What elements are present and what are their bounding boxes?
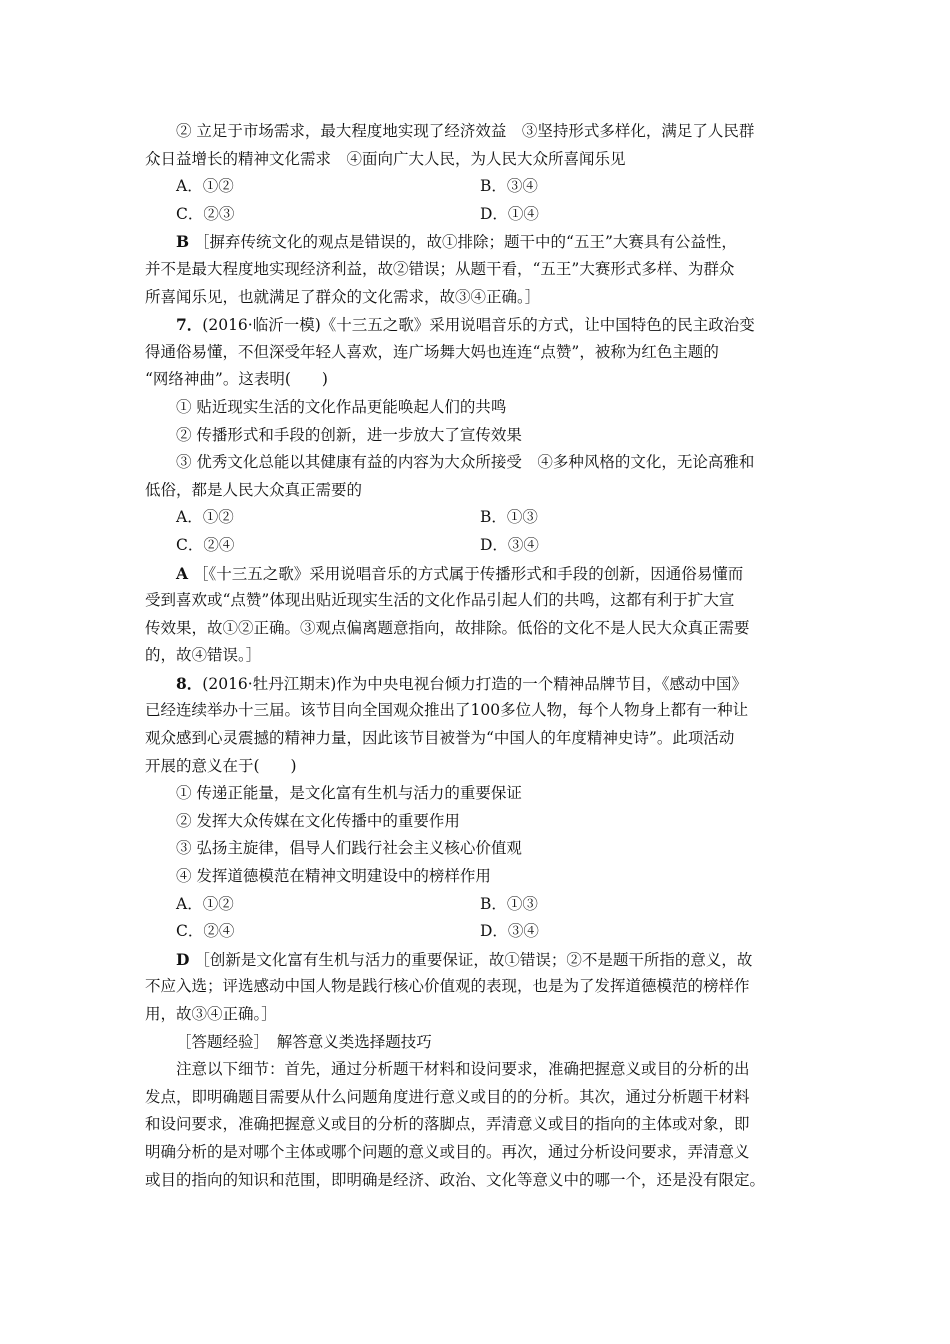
text-line — [145, 863, 810, 891]
line-text: 注意以下细节：首先，通过分析题干材料和设问要求，准确把握意义或目的分析的出 — [176, 1060, 750, 1079]
answer-option: B．①③ — [480, 894, 538, 913]
answer-option: D．③④ — [480, 535, 539, 554]
line-text: 众日益增长的精神文化需求 ④面向广大人民，为人民大众所喜闻乐见 — [145, 149, 626, 168]
text-line — [145, 1139, 810, 1167]
answer-option: A．①② — [176, 508, 234, 527]
question-or-answer-start — [145, 560, 810, 588]
line-text: (2016·牡丹江期末)作为中央电视台倾力打造的一个精神品牌节目，《感动中国》 — [202, 674, 748, 693]
text-line — [145, 256, 810, 284]
answer-option: A．①② — [176, 894, 234, 913]
line-text: 和设问要求，准确把握意义或目的分析的落脚点，弄清意义或目的指向的主体或对象，即 — [145, 1115, 750, 1134]
line-text: ［《十三五之歌》采用说唱音乐的方式属于传播形式和手段的创新，因通俗易懂而 — [192, 564, 744, 583]
answer-option: D．③④ — [480, 922, 539, 941]
text-line — [145, 1167, 810, 1195]
line-text: 传效果，故①②正确。③观点偏离题意指向，故排除。低俗的文化不是人民大众真正需要 — [145, 618, 750, 637]
label-marker: D — [176, 949, 190, 969]
line-text: 低俗，都是人民大众真正需要的 — [145, 480, 363, 499]
question-or-answer-start — [145, 946, 810, 974]
text-line — [145, 422, 810, 450]
answer-options-row — [145, 891, 810, 919]
text-line — [145, 753, 810, 781]
text-line — [145, 587, 810, 615]
answer-option: D．①④ — [480, 204, 539, 223]
line-text: ［创新是文化富有生机与活力的重要保证，故①错误；②不是题干所指的意义，故 — [194, 950, 753, 969]
line-text: ② 发挥大众传媒在文化传播中的重要作用 — [176, 811, 460, 830]
text-line — [145, 642, 810, 670]
text-line — [145, 808, 810, 836]
line-text: 并不是最大程度地实现经济利益，故②错误；从题干看，“五王”大赛形式多样、为群众 — [145, 259, 735, 278]
text-line — [145, 449, 810, 477]
text-line — [145, 697, 810, 725]
answer-option: C．②④ — [176, 535, 235, 554]
text-line — [145, 615, 810, 643]
line-text: 已经连续举办十三届。该节目向全国观众推出了100多位人物，每个人物身上都有一种让 — [145, 701, 749, 720]
line-text: 得通俗易懂，不但深受年轻人喜欢，连广场舞大妈也连连“点赞”，被称为红色主题的 — [145, 342, 719, 361]
text-line — [145, 339, 810, 367]
line-text: 不应入选；评选感动中国人物是践行核心价值观的表现，也是为了发挥道德模范的榜样作 — [145, 977, 750, 996]
text-line — [145, 835, 810, 863]
line-text: ③ 弘扬主旋律，倡导人们践行社会主义核心价值观 — [176, 839, 522, 858]
label-marker: 7． — [176, 315, 203, 335]
answer-options-row — [145, 504, 810, 532]
line-text: ① 贴近现实生活的文化作品更能唤起人们的共鸣 — [176, 397, 507, 416]
label-marker: B — [176, 232, 190, 252]
line-text: ［摒弃传统文化的观点是错误的，故①排除；题干中的“五王”大赛具有公益性， — [194, 233, 737, 252]
text-line — [145, 366, 810, 394]
line-text: 观众感到心灵震撼的精神力量，因此该节目被誉为“中国人的年度精神史诗”。此项活动 — [145, 729, 735, 748]
line-text: 受到喜欢或“点赞”体现出贴近现实生活的文化作品引起人们的共鸣，这都有利于扩大宣 — [145, 591, 735, 610]
text-line — [145, 1084, 810, 1112]
line-text: 用，故③④正确。］ — [145, 1005, 277, 1023]
text-line — [145, 146, 810, 174]
line-text: 的，故④错误。］ — [145, 646, 262, 665]
line-text: ② 传播形式和手段的创新，进一步放大了宣传效果 — [176, 425, 522, 444]
answer-option: B．①③ — [480, 508, 538, 527]
line-text: ② 立足于市场需求，最大程度地实现了经济效益 ③坚持形式多样化，满足了人民群 — [176, 122, 755, 140]
answer-option: A．①② — [176, 177, 234, 196]
text-line — [145, 1001, 810, 1029]
line-text: 所喜闻乐见，也就满足了群众的文化需求，故③④正确。］ — [145, 287, 541, 306]
line-text: “网络神曲”。这表明( ) — [145, 370, 328, 389]
text-line — [145, 284, 810, 312]
question-or-answer-start — [145, 311, 810, 339]
text-line — [145, 973, 810, 1001]
line-text: 明确分析的是对哪个主体或哪个问题的意义或目的。再次，通过分析设问要求，弄清意义 — [145, 1142, 750, 1161]
line-text: 或目的指向的知识和范围，即明确是经济、政治、文化等意义中的哪一个，还是没有限定。 — [145, 1170, 766, 1189]
text-line — [145, 1056, 810, 1084]
text-line — [145, 780, 810, 808]
text-line — [145, 1111, 810, 1139]
answer-options-row — [145, 532, 810, 560]
answer-option: B．③④ — [480, 177, 538, 196]
answer-option: C．②③ — [176, 204, 235, 223]
text-line — [145, 477, 810, 505]
text-line — [145, 394, 810, 422]
line-text: ① 传递正能量，是文化富有生机与活力的重要保证 — [176, 784, 522, 803]
line-text: 发点，即明确题目需要从什么问题角度进行意义或目的的分析。其次，通过分析题干材料 — [145, 1087, 750, 1106]
line-text: 开展的意义在于( ) — [145, 756, 297, 775]
answer-option: C．②④ — [176, 922, 235, 941]
answer-options-row — [145, 173, 810, 201]
line-text: ④ 发挥道德模范在精神文明建设中的榜样作用 — [176, 867, 491, 886]
text-line — [145, 118, 810, 146]
line-text: ［答题经验］ 解答意义类选择题技巧 — [176, 1032, 432, 1051]
answer-options-row — [145, 918, 810, 946]
question-or-answer-start — [145, 228, 810, 256]
text-line — [145, 725, 810, 753]
label-marker: A — [176, 563, 189, 583]
text-line — [145, 1029, 810, 1057]
line-text: ③ 优秀文化总能以其健康有益的内容为大众所接受 ④多种风格的文化，无论高雅和 — [176, 453, 755, 472]
answer-options-row — [145, 201, 810, 229]
question-or-answer-start — [145, 670, 810, 698]
line-text: (2016·临沂一模)《十三五之歌》采用说唱音乐的方式，让中国特色的民主政治变 — [202, 316, 755, 335]
label-marker: 8． — [176, 673, 203, 693]
document-page — [145, 118, 810, 1194]
